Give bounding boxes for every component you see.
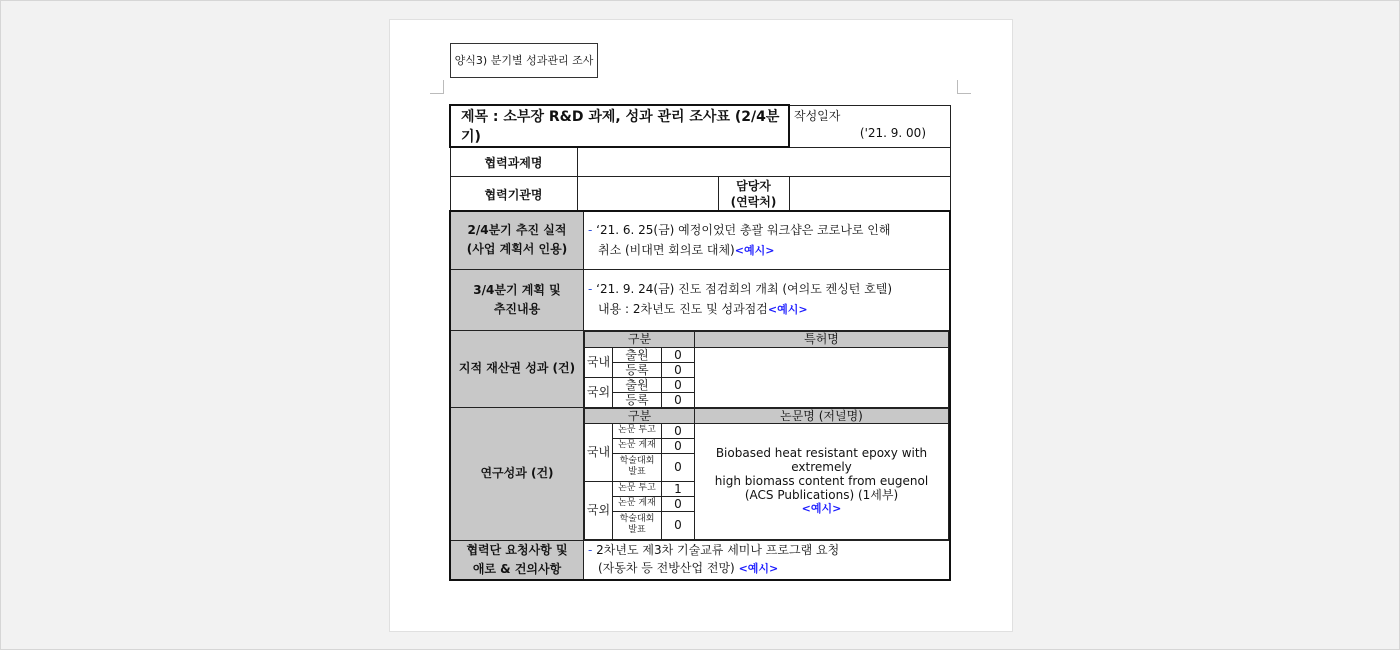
- ip-dom-register: 0: [662, 362, 695, 377]
- request-content: - 2차년도 제3차 기술교류 세미나 프로그램 요청 (자동차 등 전방산업 전망) <예시>: [584, 540, 951, 580]
- conf-line2: 발표: [628, 467, 646, 477]
- ip-register-label: 등록: [613, 392, 662, 407]
- q3-example: <예시>: [767, 303, 808, 316]
- ip-dom-apply: 0: [662, 347, 695, 362]
- ip-for-apply: 0: [662, 377, 695, 392]
- q2-label-line2: (사업 계획서 인용): [466, 242, 568, 257]
- q2-line1: ‘21. 6. 25(금) 예정이었던 총괄 워크샵은 코로나로 인해: [596, 222, 891, 237]
- q3-line1: ‘21. 9. 24(금) 진도 점검회의 개최 (여의도 켄싱턴 호텔): [596, 282, 893, 296]
- ip-for-register: 0: [662, 392, 695, 407]
- date-label: 작성일자: [794, 108, 841, 123]
- q3-content: - ‘21. 9. 24(금) 진도 점검회의 개최 (여의도 켄싱턴 호텔) 내용 : 2차년도 진도 및 성과점검<예시>: [584, 269, 951, 330]
- ip-apply-label: 출원: [613, 347, 662, 362]
- manager-value: [789, 177, 951, 212]
- conf-line2: 발표: [628, 525, 646, 535]
- q2-example: <예시>: [734, 243, 775, 257]
- research-for-conf: 0: [662, 511, 695, 539]
- q3-label-line1: 3/4분기 계획 및: [473, 282, 561, 297]
- conf-line1: 학술대회: [619, 514, 655, 524]
- page-corner-mark: [430, 80, 444, 94]
- manager-label: [718, 177, 789, 212]
- research-domestic: 국내: [585, 423, 613, 481]
- main-table: [449, 210, 951, 581]
- q2-label: [450, 211, 584, 269]
- project-label: 협력과제명: [450, 147, 577, 177]
- request-label: [450, 540, 584, 580]
- q3-label: [450, 269, 584, 330]
- research-paper-name: [695, 423, 949, 539]
- ip-cell: [584, 330, 951, 408]
- q2-line2: 취소 (비대면 회의로 대체): [598, 242, 735, 257]
- research-col-name: 논문명 (저널명): [695, 408, 949, 423]
- research-submit-label: 논문 투고: [613, 481, 662, 496]
- research-dom-publish: 0: [662, 438, 695, 453]
- project-value: [577, 147, 951, 177]
- ip-col-name: 특허명: [695, 331, 949, 347]
- header-table: [449, 104, 951, 212]
- page-corner-mark: [957, 80, 971, 94]
- q2-content: - ‘21. 6. 25(금) 예정이었던 총괄 워크샵은 코로나로 인해 취소 (비대면 회의로 대체)<예시>: [584, 211, 951, 269]
- research-for-submit: 1: [662, 481, 695, 496]
- ip-apply-label: 출원: [613, 377, 662, 392]
- document-title: 제목 : 소부장 R&D 과제, 성과 관리 조사표 (2/4분기): [450, 105, 789, 147]
- research-dom-conf: 0: [662, 453, 695, 481]
- request-label-line2: 애로 & 건의사항: [472, 561, 562, 576]
- ip-col-gubun: 구분: [585, 331, 695, 347]
- date-cell: [789, 105, 951, 147]
- research-conf-label: [613, 511, 662, 539]
- paper-line3: (ACS Publications) (1세부): [744, 488, 899, 502]
- research-publish-label: 논문 게재: [613, 496, 662, 511]
- ip-label: 지적 재산권 성과 (건): [450, 330, 584, 408]
- q2-label-line1: 2/4분기 추진 실적: [467, 223, 567, 238]
- research-example: <예시>: [801, 502, 842, 515]
- org-value: [577, 177, 718, 212]
- request-line2: (자동차 등 전방산업 전망): [598, 561, 735, 575]
- conf-line1: 학술대회: [619, 456, 655, 466]
- research-subtable: [584, 408, 949, 540]
- research-dom-submit: 0: [662, 423, 695, 438]
- request-line1: 2차년도 제3차 기술교류 세미나 프로그램 요청: [596, 543, 840, 557]
- manager-label-line1: 담당자: [736, 179, 771, 193]
- request-example: <예시>: [738, 562, 779, 575]
- request-label-line1: 협력단 요청사항 및: [466, 542, 568, 557]
- research-for-publish: 0: [662, 496, 695, 511]
- form-label: 양식3) 분기별 성과관리 조사: [450, 43, 598, 78]
- ip-register-label: 등록: [613, 362, 662, 377]
- research-foreign: 국외: [585, 481, 613, 539]
- paper-line1: Biobased heat resistant epoxy with extremely: [715, 446, 928, 474]
- research-cell: [584, 408, 951, 541]
- ip-subtable: [584, 331, 949, 408]
- manager-label-line2: (연락처): [730, 195, 777, 209]
- research-publish-label: 논문 게재: [613, 438, 662, 453]
- paper-line2: high biomass content from eugenol: [714, 474, 929, 488]
- research-label: 연구성과 (건): [450, 408, 584, 541]
- research-col-gubun: 구분: [585, 408, 695, 423]
- q3-label-line2: 추진내용: [493, 301, 541, 316]
- research-conf-label: [613, 453, 662, 481]
- q3-line2: 내용 : 2차년도 진도 및 성과점검: [598, 302, 768, 316]
- ip-foreign: 국외: [585, 377, 613, 407]
- date-value: ('21. 9. 00): [859, 125, 926, 140]
- ip-name-value: [695, 347, 949, 407]
- org-label: 협력기관명: [450, 177, 577, 212]
- ip-domestic: 국내: [585, 347, 613, 377]
- research-submit-label: 논문 투고: [613, 423, 662, 438]
